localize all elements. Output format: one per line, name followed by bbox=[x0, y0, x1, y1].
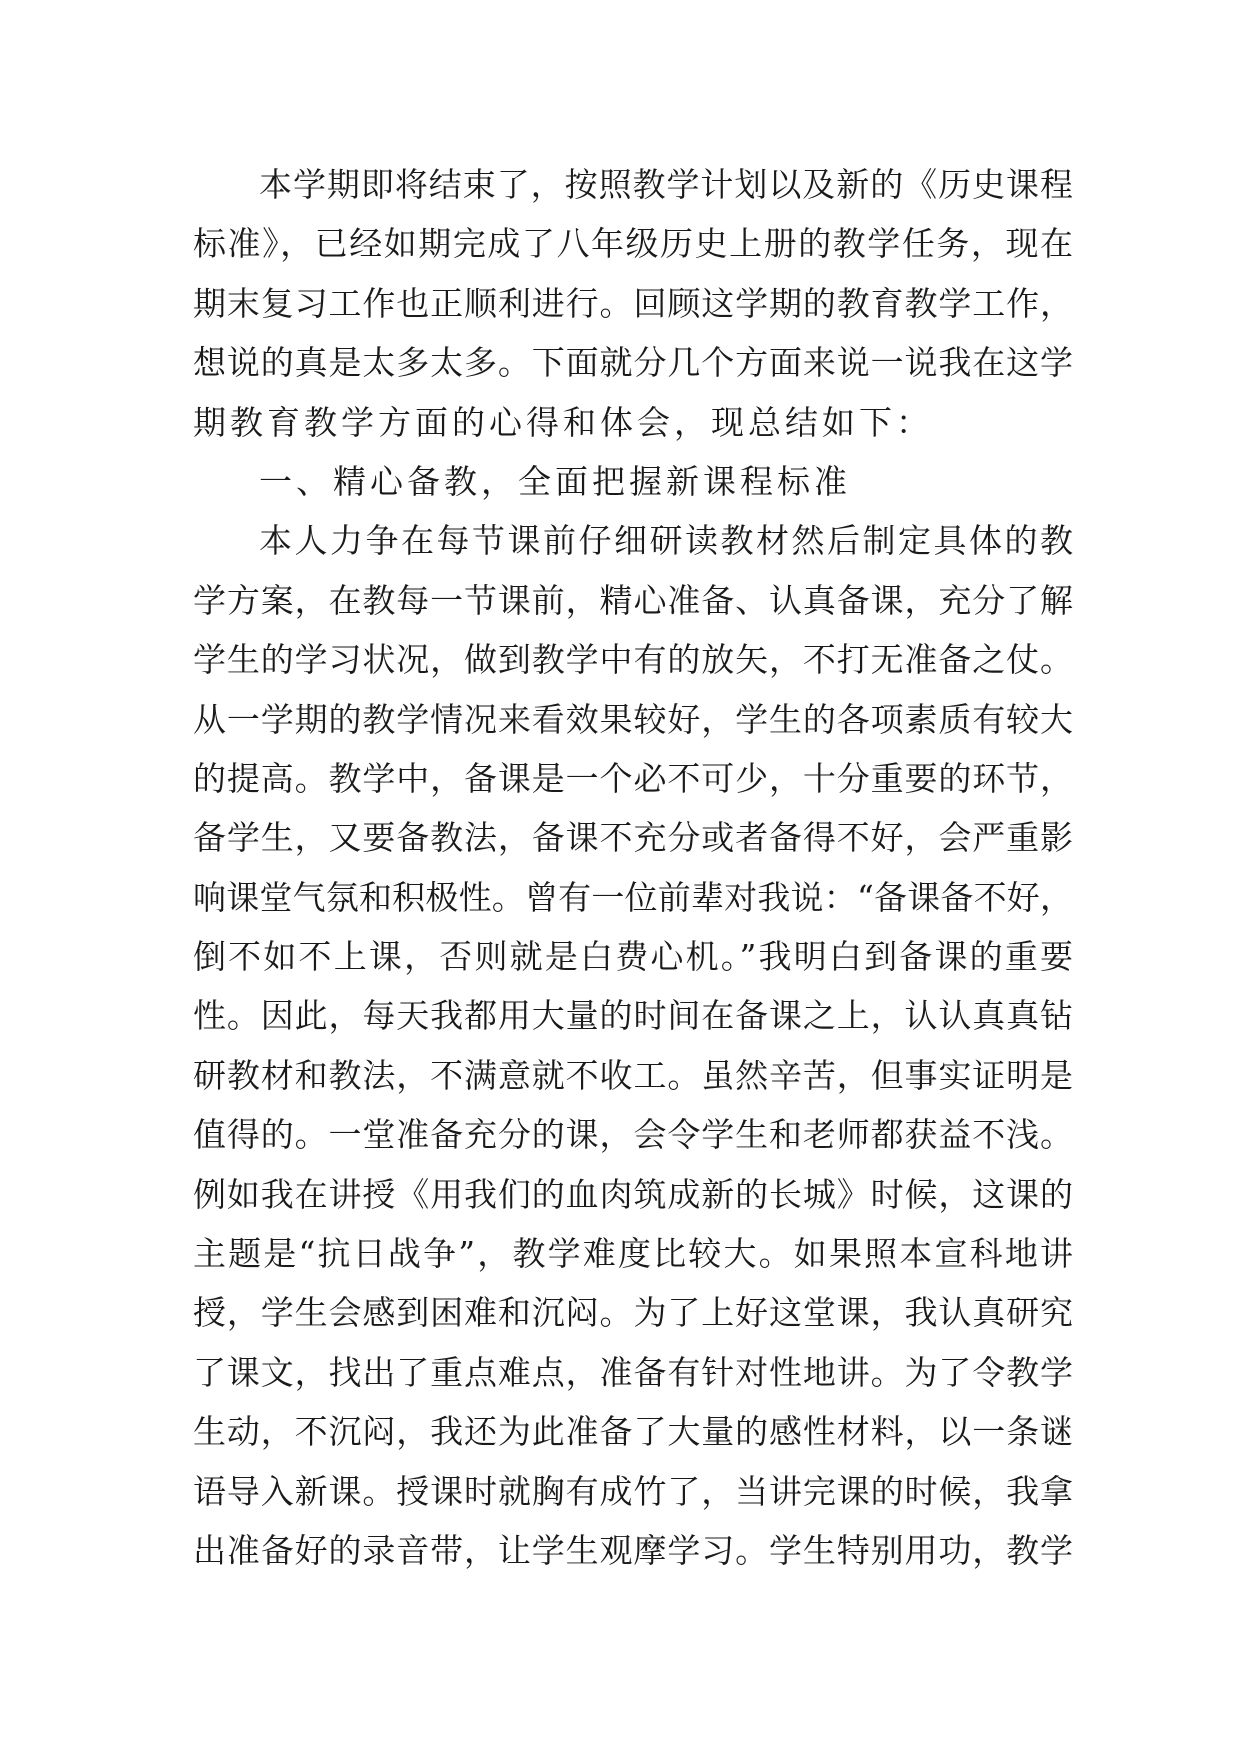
text-line: 生动，不沉闷，我还为此准备了大量的感性材料，以一条谜 bbox=[193, 1412, 1073, 1452]
text-line: 本人力争在每节课前仔细研读教材然后制定具体的教 bbox=[259, 521, 1073, 561]
text-line: 了课文，找出了重点难点，准备有针对性地讲。为了令教学 bbox=[193, 1352, 1073, 1392]
text-line: 期教育教学方面的心得和体会，现总结如下： bbox=[193, 402, 933, 442]
text-line: 倒不如不上课，否则就是白费心机。”我明白到备课的重要 bbox=[193, 937, 1073, 977]
text-line: 授，学生会感到困难和沉闷。为了上好这堂课，我认真研究 bbox=[193, 1293, 1073, 1333]
text-line: 本学期即将结束了，按照教学计划以及新的《历史课程 bbox=[259, 165, 1073, 204]
text-line: 想说的真是太多太多。下面就分几个方面来说一说我在这学 bbox=[193, 343, 1073, 383]
text-line: 从一学期的教学情况来看效果较好，学生的各项素质有较大 bbox=[193, 699, 1073, 739]
text-line: 学生的学习状况，做到教学中有的放矢，不打无准备之仗。 bbox=[193, 640, 1073, 680]
document-body bbox=[193, 155, 1073, 1580]
text-line: 学方案，在教每一节课前，精心准备、认真备课，充分了解 bbox=[193, 580, 1073, 620]
text-line: 主题是“抗日战争”，教学难度比较大。如果照本宣科地讲 bbox=[193, 1234, 1073, 1274]
text-line: 值得的。一堂准备充分的课，会令学生和老师都获益不浅。 bbox=[193, 1115, 1073, 1155]
text-line: 期末复习工作也正顺利进行。回顾这学期的教育教学工作， bbox=[193, 283, 1073, 323]
text-line: 的提高。教学中，备课是一个必不可少，十分重要的环节， bbox=[193, 758, 1073, 798]
text-line: 研教材和教法，不满意就不收工。虽然辛苦，但事实证明是 bbox=[193, 1055, 1073, 1095]
text-line: 出准备好的录音带，让学生观摩学习。学生特别用功，教学 bbox=[193, 1530, 1073, 1570]
text-line: 语导入新课。授课时就胸有成竹了，当讲完课的时候，我拿 bbox=[193, 1471, 1073, 1511]
text-line: 性。因此，每天我都用大量的时间在备课之上，认认真真钻 bbox=[193, 996, 1073, 1036]
text-line: 备学生，又要备教法，备课不充分或者备得不好，会严重影 bbox=[193, 818, 1073, 858]
text-line: 标准》，已经如期完成了八年级历史上册的教学任务，现在 bbox=[193, 224, 1073, 264]
section-heading: 一、精心备教，全面把握新课程标准 bbox=[259, 461, 851, 501]
text-line: 响课堂气氛和积极性。曾有一位前辈对我说：“备课备不好， bbox=[193, 877, 1073, 917]
text-line: 例如我在讲授《用我们的血肉筑成新的长城》时候，这课的 bbox=[193, 1174, 1073, 1214]
